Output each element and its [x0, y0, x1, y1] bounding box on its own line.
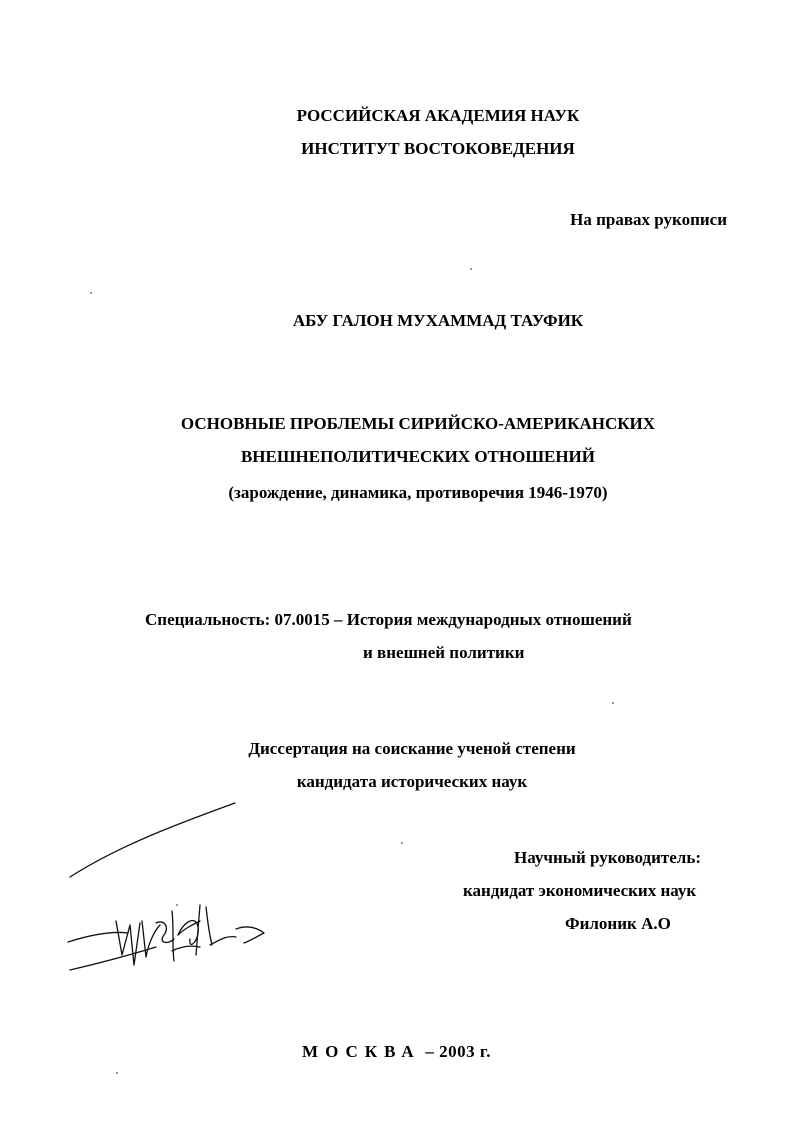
- scan-speck: [470, 268, 472, 270]
- thesis-title-line-2: ВНЕШНЕПОЛИТИЧЕСКИХ ОТНОШЕНИЙ: [240, 447, 596, 466]
- manuscript-note: На правах рукописи: [570, 210, 727, 229]
- supervisor-name: Филоник А.О: [565, 914, 671, 933]
- organization-line-1: РОССИЙСКАЯ АКАДЕМИЯ НАУК: [296, 106, 580, 125]
- specialty-line-2: и внешней политики: [363, 643, 525, 662]
- handwritten-signature-icon: [60, 795, 290, 995]
- scan-speck: [401, 842, 403, 844]
- scan-speck: [90, 292, 92, 294]
- dissertation-line-1: Диссертация на соискание ученой степени: [248, 739, 576, 758]
- year: – 2003 г.: [425, 1042, 491, 1061]
- city-year: [0, 1042, 793, 1062]
- supervisor-label: Научный руководитель:: [514, 848, 701, 867]
- organization-line-2: ИНСТИТУТ ВОСТОКОВЕДЕНИЯ: [301, 139, 575, 158]
- author-name: АБУ ГАЛОН МУХАММАД ТАУФИК: [292, 311, 584, 330]
- scan-speck: [176, 904, 178, 906]
- thesis-title-line-1: ОСНОВНЫЕ ПРОБЛЕМЫ СИРИЙСКО-АМЕРИКАНСКИХ: [180, 414, 656, 433]
- supervisor-degree: кандидат экономических наук: [463, 881, 697, 900]
- city-name: МОСКВА: [302, 1042, 421, 1061]
- scan-speck: [612, 702, 614, 704]
- thesis-subtitle: (зарождение, динамика, противоречия 1946-1970): [228, 483, 608, 502]
- dissertation-line-2: кандидата исторических наук: [296, 772, 528, 791]
- scan-speck: [116, 1072, 118, 1074]
- specialty-line-1: Специальность: 07.0015 – История международных отношений: [145, 610, 632, 629]
